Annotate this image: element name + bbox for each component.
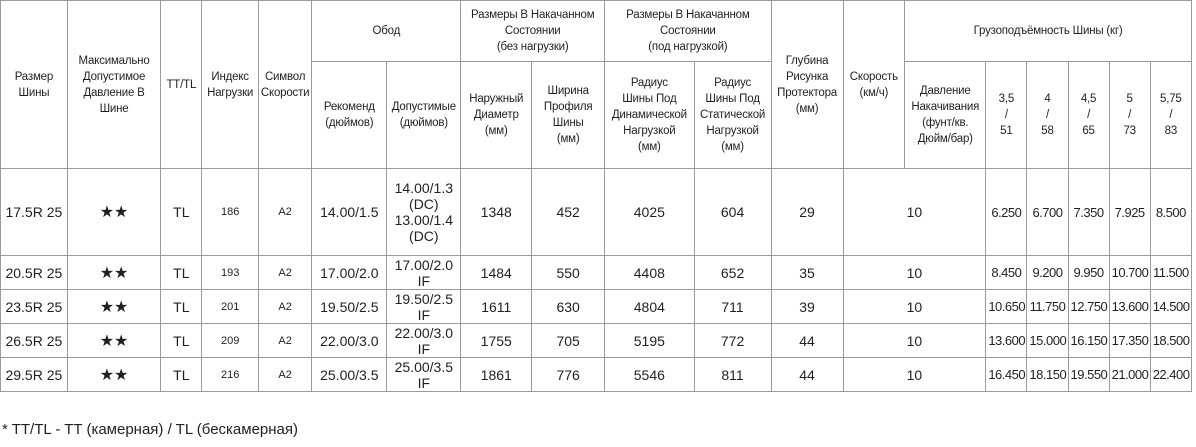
header-tread-depth: Глубина Рисунка Протектора (мм)	[771, 1, 843, 169]
cell-load: 9.200	[1027, 256, 1068, 290]
cell-speed-symbol: A2	[258, 256, 311, 290]
header-max-pressure: Максимально Допустимое Давление В Шине	[67, 1, 161, 169]
cell-speed-symbol: A2	[258, 324, 311, 358]
cell-stat-radius: 711	[694, 290, 771, 324]
header-inflated-unloaded: Размеры В Накачанном Состоянии (без нагрузки)	[461, 1, 605, 62]
cell-load: 6.250	[986, 169, 1027, 256]
table-row	[1, 169, 1192, 256]
cell-stars: ★★	[67, 169, 161, 256]
cell-load: 12.750	[1068, 290, 1109, 324]
header-load-index: Индекс Нагрузки	[202, 1, 259, 169]
header-size: Размер Шины	[1, 1, 68, 169]
header-pressure-1: 3,5 / 51	[986, 62, 1027, 169]
cell-dyn-radius: 4025	[605, 169, 694, 256]
cell-stat-radius: 772	[694, 324, 771, 358]
cell-stat-radius: 652	[694, 256, 771, 290]
cell-tread: 39	[771, 290, 843, 324]
cell-stat-radius: 811	[694, 358, 771, 392]
header-speed-symbol: Символ Скорости	[258, 1, 311, 169]
cell-load: 8.450	[986, 256, 1027, 290]
cell-width: 705	[532, 324, 605, 358]
cell-tt-tl: TL	[161, 290, 202, 324]
cell-load: 13.600	[986, 324, 1027, 358]
cell-rim-rec: 25.00/3.5	[312, 358, 387, 392]
cell-load: 6.700	[1027, 169, 1068, 256]
cell-stars: ★★	[67, 290, 161, 324]
cell-rim-rec: 17.00/2.0	[312, 256, 387, 290]
cell-load: 19.550	[1068, 358, 1109, 392]
header-load-capacity: Грузоподъёмность Шины (кг)	[905, 1, 1192, 62]
cell-width: 550	[532, 256, 605, 290]
table-row	[1, 290, 1192, 324]
cell-rim-rec: 14.00/1.5	[312, 169, 387, 256]
cell-dyn-radius: 5546	[605, 358, 694, 392]
cell-load: 15.000	[1027, 324, 1068, 358]
header-pressure-5: 5,75 / 83	[1150, 62, 1191, 169]
cell-tt-tl: TL	[161, 358, 202, 392]
cell-load: 7.350	[1068, 169, 1109, 256]
cell-tread: 29	[771, 169, 843, 256]
cell-load: 8.500	[1150, 169, 1191, 256]
cell-speed: 10	[843, 358, 986, 392]
cell-rim-perm: 22.00/3.0 IF	[387, 324, 461, 358]
cell-stars: ★★	[67, 256, 161, 290]
cell-load: 11.500	[1150, 256, 1191, 290]
cell-size: 29.5R 25	[1, 358, 68, 392]
cell-speed-symbol: A2	[258, 290, 311, 324]
cell-size: 26.5R 25	[1, 324, 68, 358]
cell-speed-symbol: A2	[258, 358, 311, 392]
header-pressure-2: 4 / 58	[1027, 62, 1068, 169]
header-pressure-3: 4,5 / 65	[1068, 62, 1109, 169]
header-dynamic-radius: Радиус Шины Под Динамической Нагрузкой (мм)	[605, 62, 694, 169]
cell-tt-tl: TL	[161, 324, 202, 358]
cell-speed: 10	[843, 256, 986, 290]
cell-load: 22.400	[1150, 358, 1191, 392]
cell-load: 18.150	[1027, 358, 1068, 392]
cell-width: 630	[532, 290, 605, 324]
cell-rim-perm: 14.00/1.3 (DC) 13.00/1.4 (DC)	[387, 169, 461, 256]
cell-rim-perm: 17.00/2.0 IF	[387, 256, 461, 290]
table-row	[1, 324, 1192, 358]
cell-width: 452	[532, 169, 605, 256]
cell-tt-tl: TL	[161, 256, 202, 290]
cell-tread: 44	[771, 358, 843, 392]
cell-speed: 10	[843, 169, 986, 256]
cell-tt-tl: TL	[161, 169, 202, 256]
header-tt-tl: TT/TL	[161, 1, 202, 169]
header-overall-diameter: Наружный Диаметр (мм)	[461, 62, 532, 169]
cell-speed-symbol: A2	[258, 169, 311, 256]
cell-load: 14.500	[1150, 290, 1191, 324]
cell-speed: 10	[843, 324, 986, 358]
header-inflated-loaded: Размеры В Накачанном Состоянии (под нагрузкой)	[605, 1, 771, 62]
cell-dyn-radius: 4804	[605, 290, 694, 324]
cell-load: 11.750	[1027, 290, 1068, 324]
cell-load: 17.350	[1109, 324, 1150, 358]
cell-load: 10.650	[986, 290, 1027, 324]
cell-diameter: 1348	[461, 169, 532, 256]
table-row	[1, 256, 1192, 290]
footnote: * TT/TL - TT (камерная) / TL (бескамерная)	[2, 421, 299, 438]
header-static-radius: Радиус Шины Под Статической Нагрузкой (мм)	[694, 62, 771, 169]
cell-load: 7.925	[1109, 169, 1150, 256]
cell-diameter: 1484	[461, 256, 532, 290]
header-rim: Обод	[312, 1, 461, 62]
cell-diameter: 1611	[461, 290, 532, 324]
header-rim-permitted: Допустимые (дюймов)	[387, 62, 461, 169]
cell-speed: 10	[843, 290, 986, 324]
cell-dyn-radius: 4408	[605, 256, 694, 290]
cell-load: 9.950	[1068, 256, 1109, 290]
cell-load-index: 209	[202, 324, 259, 358]
cell-rim-perm: 19.50/2.5 IF	[387, 290, 461, 324]
header-pressure-4: 5 / 73	[1109, 62, 1150, 169]
cell-diameter: 1861	[461, 358, 532, 392]
cell-load: 16.150	[1068, 324, 1109, 358]
cell-load: 10.700	[1109, 256, 1150, 290]
cell-stat-radius: 604	[694, 169, 771, 256]
cell-rim-rec: 22.00/3.0	[312, 324, 387, 358]
header-rim-recommended: Рекоменд (дюймов)	[312, 62, 387, 169]
cell-load-index: 201	[202, 290, 259, 324]
cell-load-index: 216	[202, 358, 259, 392]
cell-stars: ★★	[67, 324, 161, 358]
cell-size: 17.5R 25	[1, 169, 68, 256]
cell-load-index: 193	[202, 256, 259, 290]
cell-load-index: 186	[202, 169, 259, 256]
cell-rim-rec: 19.50/2.5	[312, 290, 387, 324]
cell-stars: ★★	[67, 358, 161, 392]
cell-size: 20.5R 25	[1, 256, 68, 290]
cell-dyn-radius: 5195	[605, 324, 694, 358]
cell-tread: 44	[771, 324, 843, 358]
cell-load: 21.000	[1109, 358, 1150, 392]
cell-width: 776	[532, 358, 605, 392]
header-speed: Скорость (км/ч)	[843, 1, 905, 169]
cell-tread: 35	[771, 256, 843, 290]
header-section-width: Ширина Профиля Шины (мм)	[532, 62, 605, 169]
cell-load: 18.500	[1150, 324, 1191, 358]
cell-diameter: 1755	[461, 324, 532, 358]
cell-load: 13.600	[1109, 290, 1150, 324]
cell-size: 23.5R 25	[1, 290, 68, 324]
table-row	[1, 358, 1192, 392]
cell-rim-perm: 25.00/3.5 IF	[387, 358, 461, 392]
cell-load: 16.450	[986, 358, 1027, 392]
header-inflation-pressure: Давление Накачивания (фунт/кв. Дюйм/бар)	[905, 62, 986, 169]
